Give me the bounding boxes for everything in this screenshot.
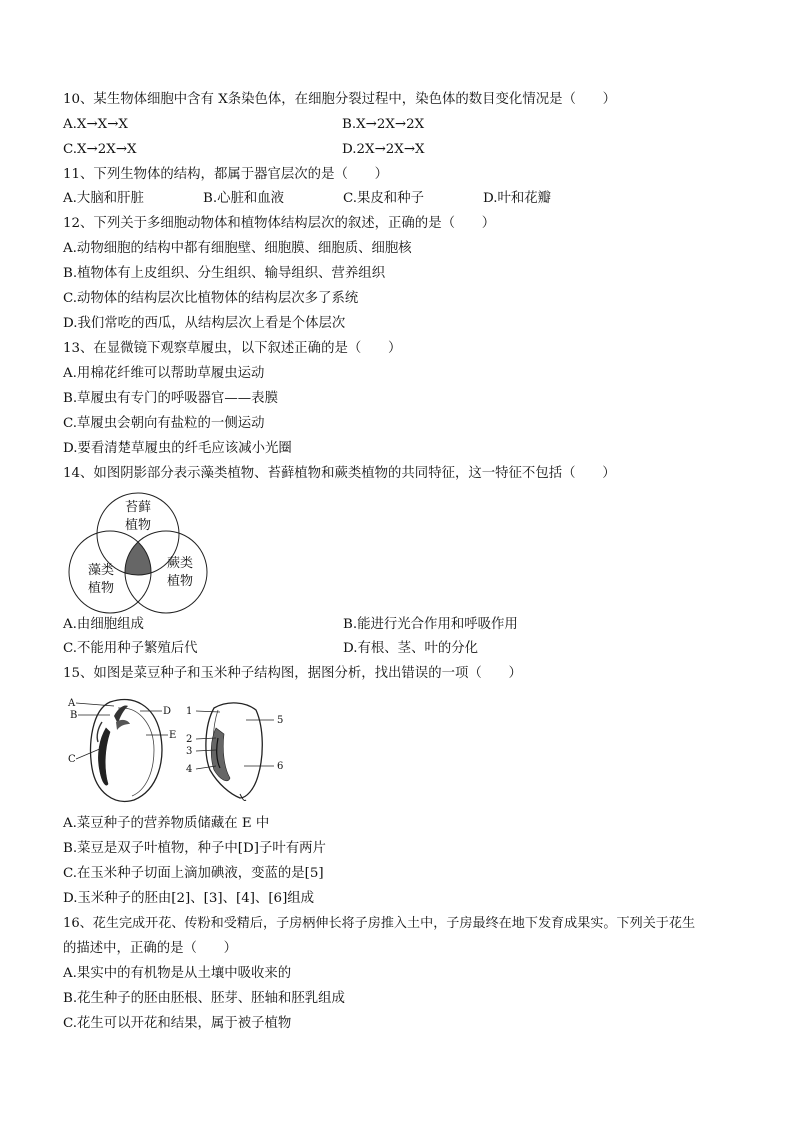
q14-option-b: B.能进行光合作用和呼吸作用: [343, 617, 518, 632]
corn-label-5: 5: [277, 715, 284, 726]
corn-label-3: 3: [186, 746, 193, 757]
venn-label-fern-1: 蕨类: [166, 556, 194, 571]
q15-option-b: B.菜豆是双子叶植物，种子中[D]子叶有两片: [63, 841, 326, 856]
q13-option-c: C.草履虫会朝向有盐粒的一侧运动: [63, 416, 265, 431]
q16-option-b: B.花生种子的胚由胚根、胚芽、胚轴和胚乳组成: [63, 991, 345, 1006]
q14-option-c: C.不能用种子繁殖后代: [63, 641, 198, 656]
q11-stem: 11、下列生物体的结构，都属于器官层次的是（ ）: [63, 167, 389, 182]
q15-stem: 15、如图是菜豆种子和玉米种子结构图，据图分析，找出错误的一项（ ）: [63, 666, 522, 681]
corn-label-2: 2: [186, 734, 193, 745]
venn-diagram: [68, 492, 208, 614]
q10-option-d: D.2X→2X→X: [342, 142, 425, 157]
bean-label-c: C: [68, 754, 76, 765]
q16-stem-line2: 的描述中，正确的是（ ）: [63, 941, 238, 956]
q11-option-a: A.大脑和肝脏: [63, 191, 144, 206]
q16-option-c: C.花生可以开花和结果，属于被子植物: [63, 1016, 292, 1031]
venn-label-algae-2: 植物: [87, 581, 115, 596]
corn-label-1: 1: [186, 706, 193, 717]
q13-option-a: A.用棉花纤维可以帮助草履虫运动: [63, 366, 265, 381]
q16-option-a: A.果实中的有机物是从土壤中吸收来的: [63, 966, 292, 981]
q13-option-b: B.草履虫有专门的呼吸器官——表膜: [63, 391, 278, 406]
corn-seed-diagram: [184, 698, 294, 802]
bean-label-e: E: [169, 730, 177, 741]
q12-option-d: D.我们常吃的西瓜，从结构层次上看是个体层次: [63, 316, 346, 331]
venn-label-fern-2: 植物: [166, 574, 194, 589]
corn-label-6: 6: [277, 761, 284, 772]
q10-option-a: A.X→X→X: [63, 117, 128, 132]
q11-option-d: D.叶和花瓣: [483, 191, 552, 206]
q12-option-b: B.植物体有上皮组织、分生组织、输导组织、营养组织: [63, 266, 386, 281]
q12-stem: 12、下列关于多细胞动物体和植物体结构层次的叙述，正确的是（ ）: [63, 216, 496, 231]
q11-option-b: B.心脏和血液: [203, 191, 285, 206]
q15-option-d: D.玉米种子的胚由[2]、[3]、[4]、[6]组成: [63, 891, 315, 906]
q14-option-a: A.由细胞组成: [63, 617, 144, 632]
q10-option-c: C.X→2X→X: [63, 142, 137, 157]
corn-label-4: 4: [186, 764, 193, 775]
bean-label-a: A: [68, 698, 76, 709]
venn-label-moss-1: 苔藓: [124, 500, 152, 515]
bean-label-b: B: [70, 710, 78, 721]
q10-stem: 10、某生物体细胞中含有 X条染色体，在细胞分裂过程中，染色体的数目变化情况是（ ）: [63, 92, 617, 107]
q12-option-a: A.动物细胞的结构中都有细胞壁、细胞膜、细胞质、细胞核: [63, 241, 412, 256]
q16-stem-line1: 16、花生完成开花、传粉和受精后，子房柄伸长将子房推入土中，子房最终在地下发育成果实。下列关于花生: [63, 916, 696, 931]
q14-stem: 14、如图阴影部分表示藻类植物、苔藓植物和蕨类植物的共同特征，这一特征不包括（ ）: [63, 466, 616, 481]
q13-option-d: D.要看清楚草履虫的纤毛应该减小光圈: [63, 441, 292, 456]
q15-option-a: A.菜豆种子的营养物质储藏在 E 中: [63, 816, 270, 831]
q12-option-c: C.动物体的结构层次比植物体的结构层次多了系统: [63, 291, 359, 306]
q10-option-b: B.X→2X→2X: [342, 117, 425, 132]
venn-label-moss-2: 植物: [124, 518, 152, 533]
bean-label-d: D: [163, 706, 172, 717]
q11-option-c: C.果皮和种子: [343, 191, 424, 206]
q13-stem: 13、在显微镜下观察草履虫，以下叙述正确的是（ ）: [63, 341, 402, 356]
bean-seed-diagram: [62, 692, 187, 804]
q14-option-d: D.有根、茎、叶的分化: [343, 641, 479, 656]
venn-label-algae-1: 藻类: [87, 563, 115, 578]
q15-option-c: C.在玉米种子切面上滴加碘液，变蓝的是[5]: [63, 866, 324, 881]
